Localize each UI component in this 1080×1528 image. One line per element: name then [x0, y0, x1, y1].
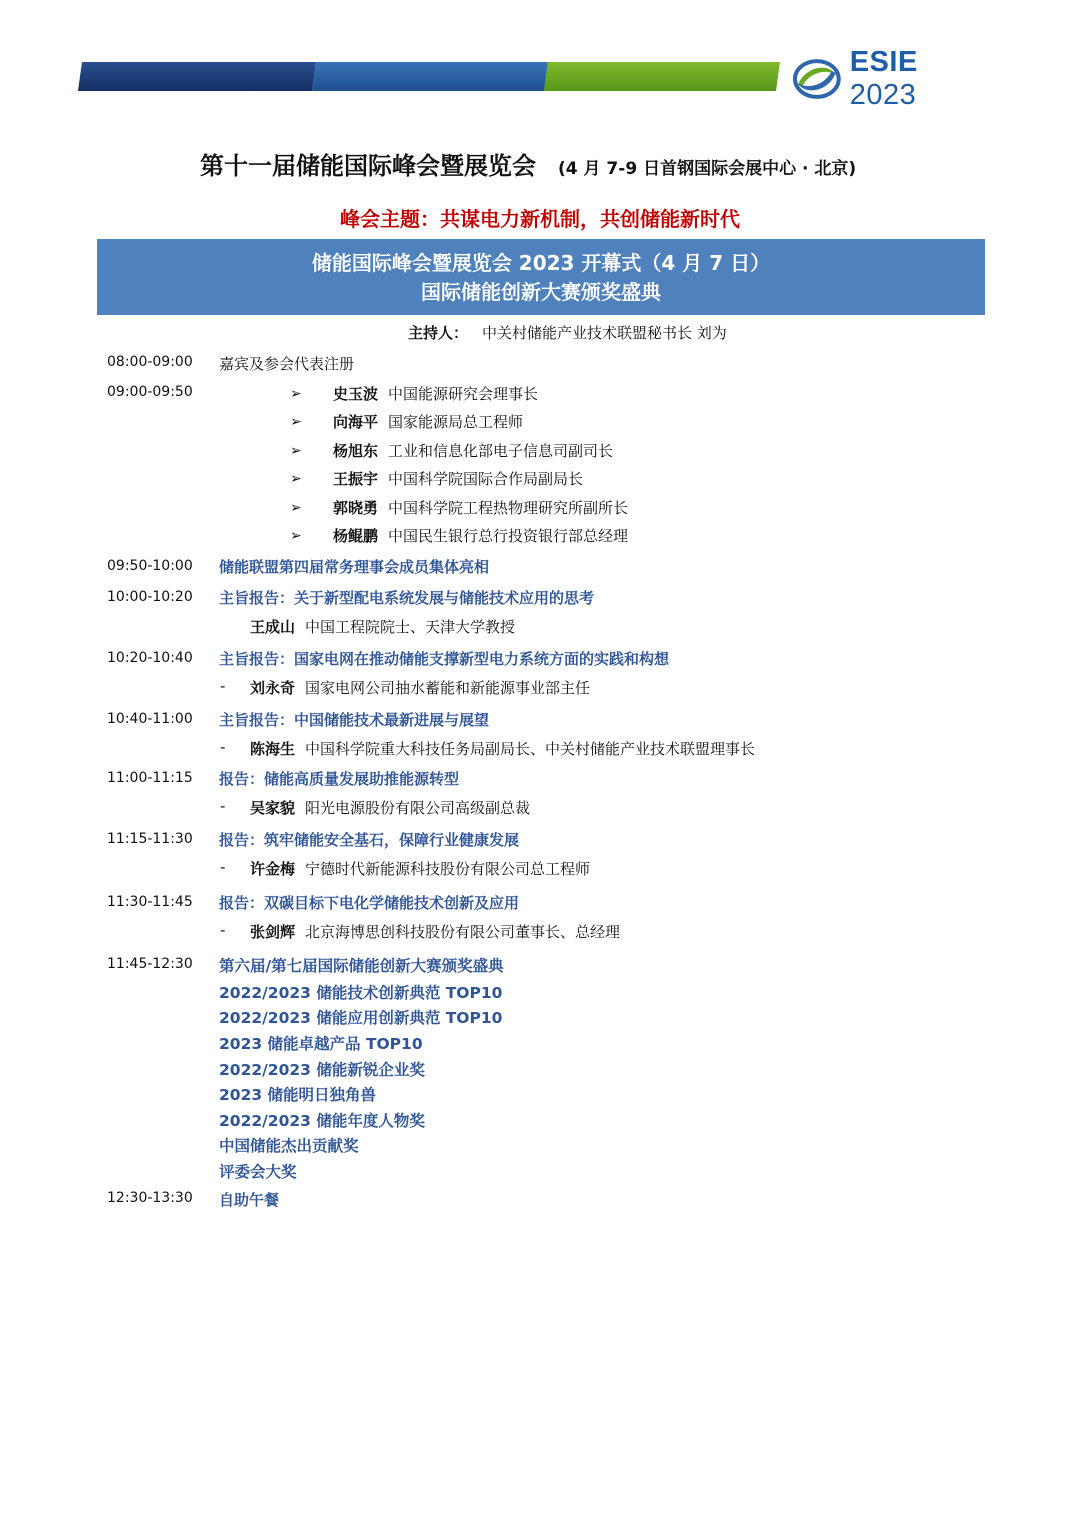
esie-swirl-icon: [792, 57, 842, 101]
event-date-venue: (4 月 7-9 日首钢国际会展中心 · 北京): [558, 159, 857, 179]
time-slot: 10:00-10:20: [107, 589, 193, 605]
speaker-name: 杨鲲鹏: [333, 527, 379, 545]
award-item: 第六届/第七届国际储能创新大赛颁奖盛典: [219, 957, 504, 975]
agenda-item: 报告：筑牢储能安全基石，保障行业健康发展: [219, 831, 520, 849]
bullet-arrow-icon: ➢: [290, 471, 302, 487]
presenter-name: 许金梅: [250, 860, 296, 878]
speaker-title: 中国民生银行总行投资银行部总经理: [388, 527, 629, 545]
speaker-title: 中国能源研究会理事长: [388, 385, 539, 403]
speaker-title: 工业和信息化部电子信息司副司长: [388, 442, 614, 460]
session-banner: [97, 239, 985, 315]
page-title: [200, 146, 980, 181]
session-title: 储能国际峰会暨展览会 2023 开幕式（4 月 7 日）: [311, 251, 771, 275]
presenter-name: 刘永奇: [250, 679, 296, 697]
award-item: 2023 储能明日独角兽: [219, 1086, 377, 1104]
agenda-item: 主旨报告：国家电网在推动储能支撑新型电力系统方面的实践和构想: [219, 650, 670, 668]
presenter-title: 国家电网公司抽水蓄能和新能源事业部主任: [305, 679, 591, 697]
bullet-arrow-icon: ➢: [290, 386, 302, 402]
award-item: 2022/2023 储能技术创新典范 TOP10: [219, 984, 503, 1002]
bullet-arrow-icon: ➢: [290, 500, 302, 516]
dash-marker: -: [220, 797, 226, 815]
time-slot: 09:00-09:50: [107, 384, 193, 400]
time-slot: 11:15-11:30: [107, 831, 193, 847]
speaker-title: 中国科学院工程热物理研究所副所长: [388, 499, 629, 517]
presenter-line: [250, 616, 515, 637]
time-slot: 11:45-12:30: [107, 956, 193, 972]
presenter-line: [250, 738, 755, 759]
award-item: 2022/2023 储能年度人物奖: [219, 1112, 425, 1130]
host-value: 中关村储能产业技术联盟秘书长 刘为: [482, 324, 727, 342]
presenter-title: 宁德时代新能源科技股份有限公司总工程师: [305, 860, 591, 878]
esie-logo: [792, 46, 992, 111]
speaker-line: [333, 497, 628, 518]
time-slot: 11:30-11:45: [107, 894, 193, 910]
award-item: 2022/2023 储能应用创新典范 TOP10: [219, 1009, 503, 1027]
presenter-name: 王成山: [250, 618, 296, 636]
award-item: 2023 储能卓越产品 TOP10: [219, 1035, 423, 1053]
host-line: [408, 322, 727, 343]
presenter-line: [250, 797, 530, 818]
time-slot: 09:50-10:00: [107, 558, 193, 574]
dash-marker: -: [220, 858, 226, 876]
agenda-item: 自助午餐: [219, 1191, 280, 1209]
speaker-name: 郭晓勇: [333, 499, 379, 517]
speaker-line: [333, 468, 583, 489]
presenter-title: 中国科学院重大科技任务局副局长、中关村储能产业技术联盟理事长: [305, 740, 756, 758]
header-band-green: [544, 62, 780, 91]
session-subtitle: 国际储能创新大赛颁奖盛典: [421, 280, 661, 304]
time-slot: 10:40-11:00: [107, 711, 193, 727]
award-item: 评委会大奖: [219, 1163, 297, 1181]
speaker-name: 杨旭东: [333, 442, 379, 460]
speaker-name: 王振宇: [333, 470, 379, 488]
time-slot: 08:00-09:00: [107, 354, 193, 370]
time-slot: 11:00-11:15: [107, 770, 193, 786]
header-band-blue: [312, 62, 548, 91]
agenda-item: 储能联盟第四届常务理事会成员集体亮相: [219, 558, 490, 576]
time-slot: 10:20-10:40: [107, 650, 193, 666]
dash-marker: -: [220, 738, 226, 756]
speaker-line: [333, 440, 613, 461]
speaker-title: 中国科学院国际合作局副局长: [388, 470, 584, 488]
speaker-line: [333, 411, 523, 432]
dash-marker: -: [220, 677, 226, 695]
bullet-arrow-icon: ➢: [290, 414, 302, 430]
award-item: 2022/2023 储能新锐企业奖: [219, 1061, 425, 1079]
summit-theme: 峰会主题：共谋电力新机制，共创储能新时代: [340, 207, 740, 231]
presenter-name: 吴家貌: [250, 799, 296, 817]
host-label: 主持人：: [408, 324, 469, 342]
presenter-title: 北京海博思创科技股份有限公司董事长、总经理: [305, 923, 621, 941]
speaker-name: 向海平: [333, 413, 379, 431]
agenda-item: 主旨报告：关于新型配电系统发展与储能技术应用的思考: [219, 589, 595, 607]
logo-text: ESIE 2023: [849, 46, 918, 111]
bullet-arrow-icon: ➢: [290, 528, 302, 544]
speaker-title: 国家能源局总工程师: [388, 413, 524, 431]
presenter-name: 张剑辉: [250, 923, 296, 941]
event-title: 第十一届储能国际峰会暨展览会: [200, 152, 536, 180]
presenter-line: [250, 921, 620, 942]
speaker-line: [333, 525, 628, 546]
award-item: 中国储能杰出贡献奖: [219, 1137, 359, 1155]
presenter-line: [250, 858, 590, 879]
bullet-arrow-icon: ➢: [290, 443, 302, 459]
presenter-name: 陈海生: [250, 740, 296, 758]
speaker-name: 史玉波: [333, 385, 379, 403]
presenter-title: 中国工程院院士、天津大学教授: [305, 618, 516, 636]
presenter-line: [250, 677, 590, 698]
presenter-title: 阳光电源股份有限公司高级副总裁: [305, 799, 531, 817]
time-slot: 12:30-13:30: [107, 1190, 193, 1206]
agenda-item: 报告：双碳目标下电化学储能技术创新及应用: [219, 894, 520, 912]
dash-marker: -: [220, 921, 226, 939]
agenda-item: 主旨报告：中国储能技术最新进展与展望: [219, 711, 490, 729]
header-band-dark-blue: [78, 62, 316, 91]
speaker-line: [333, 383, 538, 404]
agenda-item: 嘉宾及参会代表注册: [219, 355, 355, 373]
agenda-item: 报告：储能高质量发展助推能源转型: [219, 770, 460, 788]
